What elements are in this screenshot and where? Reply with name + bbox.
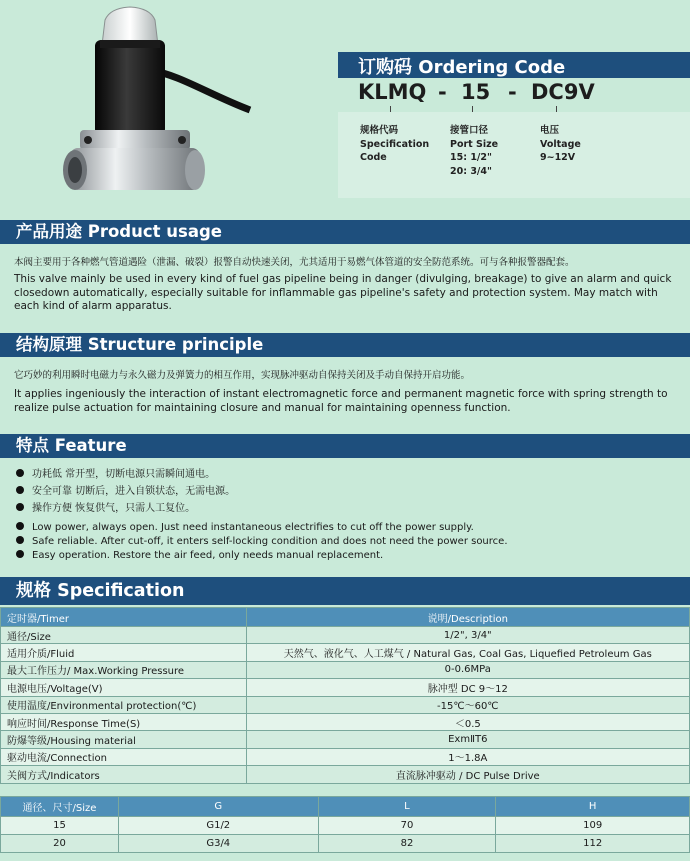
spec-code-label-cn: 规格代码 (360, 125, 399, 136)
feature-cn-text: 操作方便 恢复供气，只需人工复位。 (32, 503, 196, 514)
feature-cn-item (16, 468, 215, 481)
spec-label: 最大工作压力/ Max.Working Pressure (1, 661, 247, 678)
feature-cn-text: 安全可靠 切断后，进入自锁状态，无需电源。 (32, 486, 236, 497)
feature-title: 特点 Feature (16, 436, 127, 455)
spec-value: 脉冲型 DC 9～12 (246, 679, 689, 696)
table-row (1, 627, 690, 644)
spec-value: 0-0.6MPa (246, 661, 689, 678)
structure-principle-bar (0, 333, 690, 357)
bullet-icon (16, 469, 24, 477)
valve-product-photo (40, 0, 270, 205)
specification-title: 规格 Specification (16, 581, 185, 601)
spec-label: 电源电压/Voltage(V) (1, 679, 247, 696)
feature-en-text: Safe reliable. After cut-off, it enters self-locking condition and does not need the power source. (32, 536, 508, 547)
table-row (1, 835, 690, 853)
bullet-icon (16, 522, 24, 530)
table-row (1, 766, 690, 783)
structure-principle-cn: 它巧妙的利用瞬时电磁力与永久磁力及弹簧力的相互作用，实现脉冲驱动自保持关闭及手动自保持开启功能。 (14, 370, 471, 381)
feature-en-item (16, 521, 474, 534)
code-part-klmq: KLMQ (358, 80, 427, 104)
size-table (0, 796, 690, 853)
bullet-icon (16, 536, 24, 544)
size-cell: G1/2 (118, 817, 318, 835)
size-cell: 112 (496, 835, 690, 853)
size-header-l: L (318, 797, 496, 817)
size-cell: G3/4 (118, 835, 318, 853)
spec-label: 关阀方式/Indicators (1, 766, 247, 783)
spec-code-label-en: Specification (360, 138, 430, 150)
spec-table-header (1, 608, 690, 627)
spec-value: 1/2", 3/4" (246, 627, 689, 644)
product-usage-title: 产品用途 Product usage (16, 222, 222, 241)
size-cell: 82 (318, 835, 496, 853)
spec-label: 适用介质/Fluid (1, 644, 247, 661)
voltage-column (540, 124, 581, 165)
spec-label: 驱动电流/Connection (1, 748, 247, 765)
feature-en-item (16, 535, 508, 548)
table-row (1, 748, 690, 765)
spec-code-label-en2: Code (360, 152, 387, 163)
specification-table (0, 607, 690, 784)
table-row (1, 696, 690, 713)
ordering-code-title: 订购码 Ordering Code (358, 57, 566, 78)
spec-header-timer: 定时器/Timer (1, 608, 247, 627)
spec-value: -15℃～60℃ (246, 696, 689, 713)
port-size-label-cn: 接管口径 (450, 125, 489, 136)
voltage-value: 9~12V (540, 152, 576, 163)
code-part-dc9v: DC9V (531, 80, 595, 104)
size-header-g: G (118, 797, 318, 817)
feature-cn-text: 功耗低 常开型，切断电源只需瞬间通电。 (32, 469, 216, 480)
spec-label: 响应时间/Response Time(S) (1, 713, 247, 730)
spec-value: 直流脉冲驱动 / DC Pulse Drive (246, 766, 689, 783)
size-cell: 70 (318, 817, 496, 835)
table-row (1, 817, 690, 835)
product-usage-en: This valve mainly be used in every kind of fuel gas pipeline being in danger (divulging, breakage) to give an alarm and quick closedown automatically, especially suitable for inflammable gas pipeline's safety and protection system. May match with each kind of alarm apparatus. (14, 273, 672, 312)
voltage-label-en: Voltage (540, 138, 581, 150)
code-dash-2: - (508, 80, 517, 104)
structure-principle-en: It applies ingeniously the interaction of instant electromagnetic force and permanent magnetic force with spring strength to realize pulse actuation for maintaining closure and manual for maintaining openness function. (14, 388, 668, 414)
code-part-15: 15 (461, 80, 491, 104)
top-area (0, 0, 690, 213)
table-row (1, 661, 690, 678)
voltage-label-cn: 电压 (540, 125, 560, 136)
spec-value: ＜0.5 (246, 713, 689, 730)
structure-principle-title: 结构原理 Structure principle (16, 335, 264, 354)
specification-bar (0, 577, 690, 605)
bullet-icon (16, 486, 24, 494)
feature-en-item (16, 549, 383, 562)
table-row (1, 679, 690, 696)
bullet-icon (16, 550, 24, 558)
spec-label: 通径/Size (1, 627, 247, 644)
ordering-code-panel (338, 112, 690, 198)
spec-value: 天然气、液化气、人工煤气 / Natural Gas, Coal Gas, Liquefied Petroleum Gas (246, 644, 689, 661)
port-size-label-en: Port Size (450, 138, 499, 150)
code-dash-1: - (438, 80, 447, 104)
port-size-column (450, 124, 498, 178)
spec-header-description: 说明/Description (246, 608, 689, 627)
size-cell: 20 (1, 835, 119, 853)
size-table-header (1, 797, 690, 817)
spec-label: 使用温度/Environmental protection(℃) (1, 696, 247, 713)
port-size-15: 15: 1/2" (450, 152, 492, 163)
bullet-icon (16, 503, 24, 511)
table-row (1, 731, 690, 748)
product-usage-bar (0, 220, 690, 244)
size-cell: 15 (1, 817, 119, 835)
feature-en-text: Easy operation. Restore the air feed, only needs manual replacement. (32, 550, 384, 561)
table-row (1, 713, 690, 730)
product-usage-cn: 本阀主要用于各种燃气管道遇险（泄漏、破裂）报警自动快速关闭，尤其适用于易燃气体管道的安全防范系统。可与各种报警器配套。 (14, 257, 575, 268)
port-size-20: 20: 3/4" (450, 165, 492, 177)
table-row (1, 644, 690, 661)
feature-en-text: Low power, always open. Just need instantaneous electrifies to cut off the power supply. (32, 522, 474, 533)
size-cell: 109 (496, 817, 690, 835)
spec-value: 1～1.8A (246, 748, 689, 765)
ordering-code-title-bar (338, 52, 690, 78)
feature-cn-item (16, 485, 235, 498)
spec-code-column (360, 124, 429, 165)
size-header-size: 通径、尺寸/Size (1, 797, 119, 817)
spec-value: ExmⅡT6 (246, 731, 689, 748)
size-header-h: H (496, 797, 690, 817)
feature-bar (0, 434, 690, 458)
feature-cn-item (16, 502, 195, 515)
spec-label: 防爆等级/Housing material (1, 731, 247, 748)
